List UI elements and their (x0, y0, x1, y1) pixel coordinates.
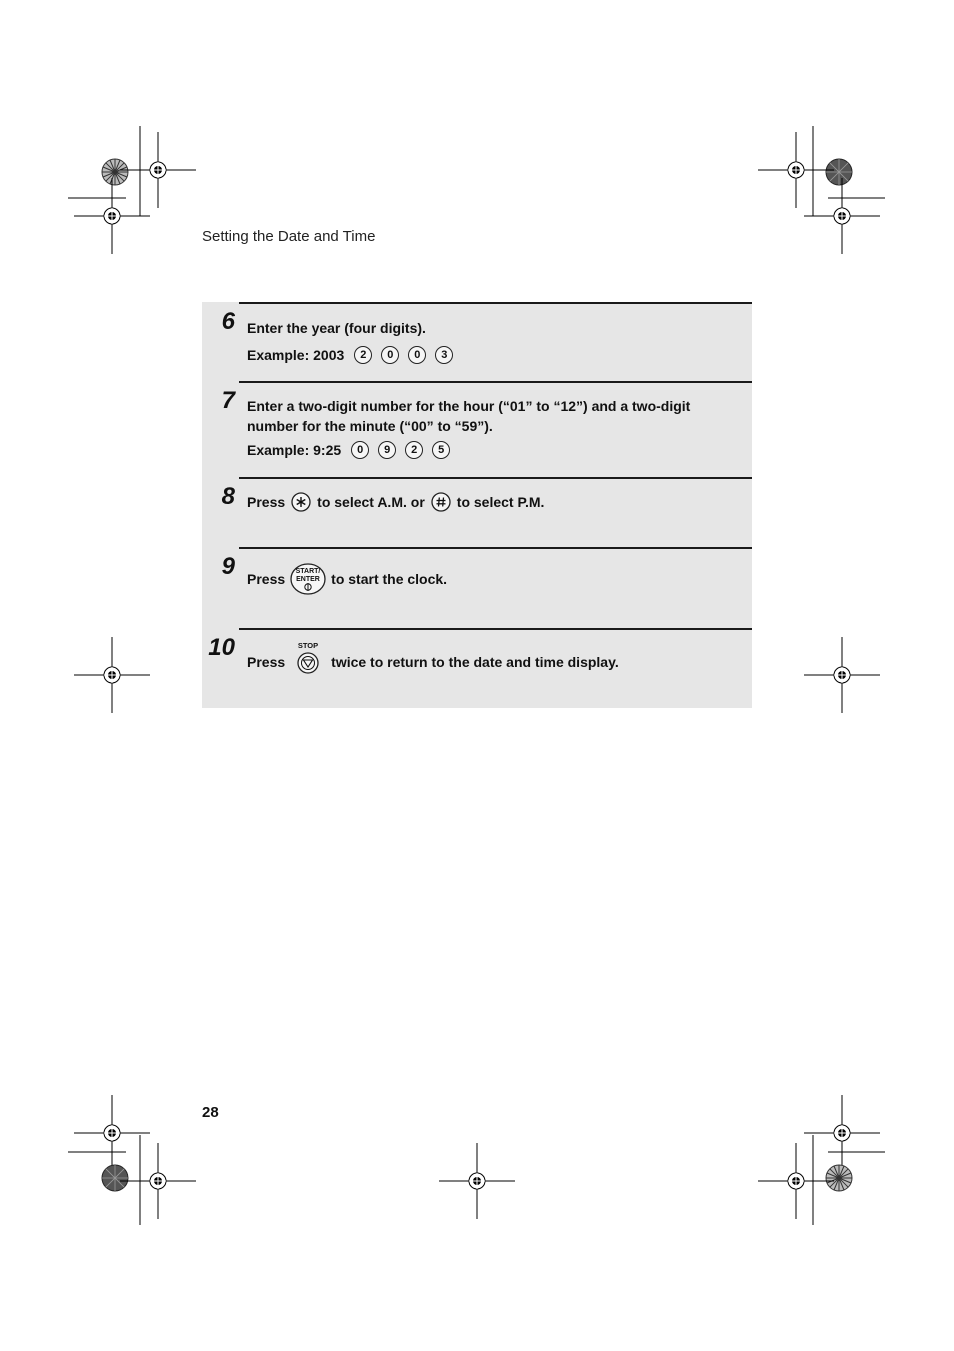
stop-key-icon (293, 641, 323, 675)
keypad-key: 2 (405, 441, 423, 459)
step-text: to start the clock. (331, 571, 448, 587)
keypad-key: 5 (432, 441, 450, 459)
step-text: Enter a two-digit number for the hour (“01” to “12”) and a two-digit (247, 398, 691, 414)
step-number: 8 (221, 483, 235, 510)
step-8 (202, 477, 752, 547)
example-line (247, 440, 722, 460)
keypad-key: 0 (381, 346, 399, 364)
step-body (247, 318, 722, 365)
page-number: 28 (202, 1104, 219, 1121)
step-text: number for the minute (“00” to “59”). (247, 418, 493, 434)
start-enter-key-icon (289, 563, 327, 595)
step-divider (239, 381, 752, 383)
step-text: to select A.M. or (317, 494, 425, 510)
step-9 (202, 547, 752, 628)
example-label: Example: 2003 (247, 347, 345, 363)
step-6 (202, 302, 752, 382)
step-divider (239, 477, 752, 479)
step-text: to select P.M. (456, 494, 545, 510)
step-body (247, 563, 722, 595)
stop-key-label: STOP (298, 641, 319, 650)
step-number: 7 (221, 387, 235, 414)
steps-panel (202, 302, 752, 708)
start-key-label-top: START/ (295, 568, 321, 575)
step-10 (202, 628, 752, 708)
step-number: 6 (221, 308, 235, 335)
step-text: Enter the year (four digits). (247, 320, 426, 336)
asterisk-key-icon (291, 492, 311, 512)
step-body (247, 396, 722, 460)
keypad-key: 3 (435, 346, 453, 364)
page-header-title: Setting the Date and Time (202, 228, 376, 245)
step-number: 9 (221, 553, 235, 580)
press-label: Press (247, 654, 286, 670)
step-number: 10 (208, 634, 235, 661)
keypad-key: 0 (408, 346, 426, 364)
step-divider (239, 302, 752, 304)
press-label: Press (247, 494, 286, 510)
example-label: Example: 9:25 (247, 442, 342, 458)
step-body (247, 641, 722, 679)
step-text: twice to return to the date and time display. (331, 654, 619, 670)
hash-key-icon (431, 492, 451, 512)
press-label: Press (247, 571, 286, 587)
keypad-key: 9 (378, 441, 396, 459)
step-divider (239, 547, 752, 549)
step-divider (239, 628, 752, 630)
keypad-key: 2 (354, 346, 372, 364)
start-key-label-bottom: ENTER (296, 576, 321, 583)
keypad-key: 0 (351, 441, 369, 459)
step-body (247, 492, 722, 512)
step-7 (202, 381, 752, 478)
example-line (247, 345, 722, 365)
